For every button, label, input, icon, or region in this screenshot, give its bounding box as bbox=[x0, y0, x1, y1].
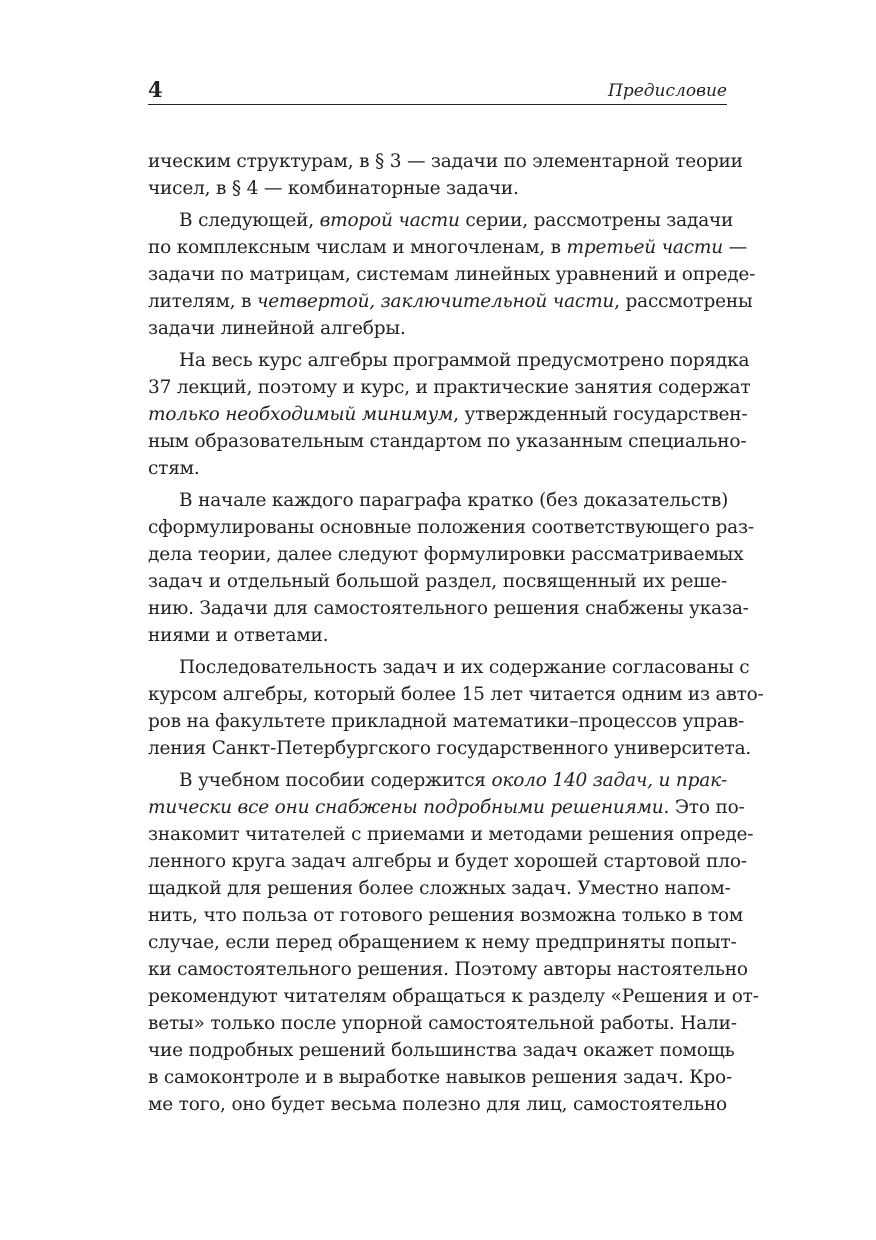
text-line: стям. bbox=[148, 458, 200, 479]
text-line: дела теории, далее следуют формулировки рассматриваемых bbox=[148, 544, 744, 565]
text-line: ическим структурам, в § 3 — задачи по элементарной теории bbox=[148, 151, 743, 172]
text-line: в самоконтроле и в выработке навыков решения задач. Кро- bbox=[148, 1067, 732, 1088]
text-line: знакомит читателей с приемами и методами решения опреде- bbox=[148, 824, 754, 845]
emphasis: только необходимый минимум bbox=[148, 404, 454, 425]
text-line: задач и отдельный большой раздел, посвященный их реше- bbox=[148, 571, 727, 592]
page-number: 4 bbox=[148, 77, 163, 102]
text-line: чие подробных решений большинства задач окажет помощь bbox=[148, 1040, 735, 1061]
text-line: На весь курс алгебры программой предусмотрено порядка bbox=[179, 350, 750, 371]
text-line: ниями и ответами. bbox=[148, 625, 329, 646]
emphasis: второй части bbox=[319, 210, 460, 231]
text-line: ления Санкт-Петербургского государственного университета. bbox=[148, 738, 752, 759]
paragraph bbox=[148, 767, 759, 1118]
text-line: только необходимый минимум, утвержденный государствен- bbox=[148, 404, 748, 425]
text-line: 37 лекций, поэтому и курс, и практические занятия содержат bbox=[148, 377, 751, 398]
paragraph bbox=[148, 148, 743, 202]
text-line: по комплексным числам и многочленам, в третьей части — bbox=[148, 237, 747, 258]
text-line: случае, если перед обращением к нему предприняты попыт- bbox=[148, 932, 737, 953]
paragraph bbox=[148, 487, 754, 649]
text-line: ки самостоятельного решения. Поэтому авторы настоятельно bbox=[148, 959, 748, 980]
text-line: ленного круга задач алгебры и будет хорошей стартовой пло- bbox=[148, 851, 747, 872]
text-line: задачи линейной алгебры. bbox=[148, 318, 406, 339]
text-line: чисел, в § 4 — комбинаторные задачи. bbox=[148, 178, 519, 199]
paragraph bbox=[148, 654, 764, 762]
text-line: нить, что польза от готового решения возможна только в том bbox=[148, 905, 744, 926]
paragraph bbox=[148, 347, 751, 482]
emphasis: около 140 задач, и прак- bbox=[491, 770, 727, 791]
text-line: веты» только после упорной самостоятельной работы. Нали- bbox=[148, 1013, 737, 1034]
running-title: Предисловие bbox=[608, 81, 727, 101]
text-line: Последовательность задач и их содержание согласованы с bbox=[179, 657, 750, 678]
page-header bbox=[148, 78, 727, 105]
text-line: В начале каждого параграфа кратко (без доказательств) bbox=[179, 490, 729, 511]
text-line: рекомендуют читателям обращаться к разделу «Решения и от- bbox=[148, 986, 759, 1007]
text-line: ров на факультете прикладной математики–процессов управ- bbox=[148, 711, 745, 732]
body-text bbox=[148, 148, 764, 1118]
text-line: курсом алгебры, который более 15 лет читается одним из авто- bbox=[148, 684, 764, 705]
paragraph bbox=[148, 207, 756, 342]
text-line: щадкой для решения более сложных задач. Уместно напом- bbox=[148, 878, 731, 899]
text-line: ме того, оно будет весьма полезно для лиц, самостоятельно bbox=[148, 1094, 727, 1115]
text-line: В учебном пособии содержится около 140 задач, и прак- bbox=[179, 770, 727, 791]
emphasis: четвертой, заключительной части bbox=[256, 291, 615, 312]
text-line: сформулированы основные положения соответствующего раз- bbox=[148, 517, 754, 538]
text-line: нию. Задачи для самостоятельного решения снабжены указа- bbox=[148, 598, 749, 619]
text-line: В следующей, второй части серии, рассмотрены задачи bbox=[179, 210, 734, 231]
emphasis: тически все они снабжены подробными решениями bbox=[148, 797, 664, 818]
text-line: тически все они снабжены подробными решениями. Это по- bbox=[148, 797, 745, 818]
text-line: задачи по матрицам, системам линейных уравнений и опреде- bbox=[148, 264, 756, 285]
text-line: ным образовательным стандартом по указанным специально- bbox=[148, 431, 747, 452]
emphasis: третьей части bbox=[566, 237, 723, 258]
text-line: лителям, в четвертой, заключительной части, рассмотрены bbox=[148, 291, 753, 312]
